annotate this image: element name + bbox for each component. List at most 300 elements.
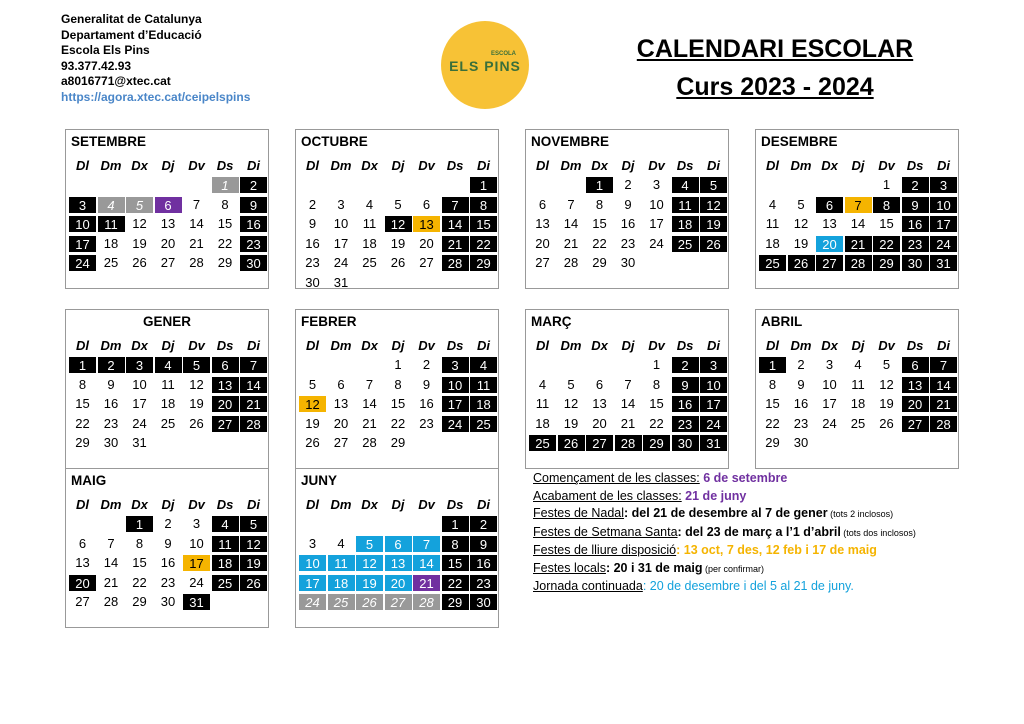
day-cell: 1 <box>882 177 891 192</box>
month-novembre <box>525 129 729 289</box>
weekday-header: Dv <box>648 158 665 173</box>
day-cell: 27 <box>535 255 550 270</box>
day-cell: 20 <box>419 235 434 251</box>
day-cell: 4 <box>365 196 374 212</box>
day-cell: 23 <box>160 574 176 590</box>
day-cell: 30 <box>305 274 320 290</box>
day-cell: 25 <box>758 254 787 272</box>
legend-value: : 13 oct, 7 des, 12 feb i 17 de maig <box>676 543 877 557</box>
legend-value: : 20 i 31 de maig <box>605 560 703 575</box>
day-cell: 2 <box>624 177 632 192</box>
weekday-header: Dv <box>188 497 205 512</box>
legend-item <box>533 578 973 596</box>
day-cell: 11 <box>211 535 240 553</box>
day-cell: 11 <box>535 396 550 411</box>
day-cell: 27 <box>160 255 176 270</box>
weekday-header: Dx <box>361 497 378 512</box>
day-cell: 26 <box>557 434 586 452</box>
day-cell: 29 <box>765 435 780 450</box>
day-cell: 14 <box>239 376 268 394</box>
day-cell: 8 <box>469 196 498 214</box>
day-cell: 5 <box>567 376 575 392</box>
day-cell: 7 <box>192 196 201 212</box>
day-cell: 15 <box>75 396 90 411</box>
month-name: JUNY <box>301 473 338 488</box>
weekday-header: Dv <box>418 497 435 512</box>
day-cell: 3 <box>192 516 201 531</box>
day-cell: 28 <box>844 254 873 272</box>
day-cell: 30 <box>671 434 700 452</box>
weekday-header: Dx <box>821 338 838 353</box>
day-cell: 16 <box>671 395 700 413</box>
weekday-header: Dv <box>418 158 435 173</box>
weekday-header: Dj <box>161 338 175 353</box>
day-cell: 1 <box>211 176 240 194</box>
day-cell: 30 <box>901 254 930 272</box>
day-cell: 10 <box>298 554 327 572</box>
day-cell: 6 <box>538 196 547 212</box>
weekday-header: Di <box>937 158 950 173</box>
weekday-header: Dj <box>391 497 405 512</box>
weekday-header: Di <box>247 158 260 173</box>
day-cell: 16 <box>419 396 434 411</box>
day-cell: 22 <box>765 415 780 431</box>
day-cell: 25 <box>211 574 240 592</box>
day-cell: 15 <box>132 555 147 570</box>
day-cell: 23 <box>793 415 809 431</box>
day-cell: 5 <box>239 515 268 533</box>
weekday-header: Dl <box>306 338 319 353</box>
day-cell: 22 <box>132 574 147 590</box>
day-cell: 19 <box>699 215 728 233</box>
day-cell: 22 <box>217 235 233 251</box>
weekday-header: Dm <box>100 158 122 173</box>
month-name: MAIG <box>71 473 107 488</box>
day-cell: 31 <box>333 274 349 290</box>
weekday-header: Ds <box>446 158 464 173</box>
day-cell: 14 <box>412 554 441 572</box>
month-setembre <box>65 129 269 289</box>
day-cell: 5 <box>182 356 211 374</box>
day-cell: 21 <box>620 415 636 431</box>
day-cell: 29 <box>441 593 470 611</box>
legend-item <box>533 524 973 543</box>
weekday-header: Dv <box>878 158 895 173</box>
day-cell: 18 <box>850 396 866 411</box>
day-cell: 25 <box>362 255 377 270</box>
day-cell: 19 <box>189 396 204 411</box>
day-cell: 6 <box>422 196 431 212</box>
day-cell: 27 <box>419 255 434 270</box>
day-cell: 19 <box>305 415 320 431</box>
day-cell: 20 <box>901 395 930 413</box>
day-cell: 21 <box>362 415 377 431</box>
calendar-legend <box>533 470 973 596</box>
day-cell: 2 <box>671 356 700 374</box>
day-cell: 20 <box>333 415 349 431</box>
day-cell: 24 <box>333 255 349 270</box>
day-cell: 6 <box>211 356 240 374</box>
day-cell: 19 <box>563 415 579 431</box>
day-cell: 5 <box>699 176 728 194</box>
legend-value: 21 de juny <box>681 488 747 503</box>
day-cell: 6 <box>337 376 345 392</box>
weekday-header: Dm <box>330 158 352 173</box>
day-cell: 30 <box>469 593 498 611</box>
day-cell: 29 <box>217 255 233 270</box>
weekday-header: Dj <box>161 497 175 512</box>
day-cell: 11 <box>97 215 126 233</box>
weekday-header: Ds <box>216 338 234 353</box>
school-info <box>61 12 250 105</box>
day-cell: 10 <box>699 376 728 394</box>
page-subtitle: Curs 2023 - 2024 <box>676 73 874 101</box>
legend-value: : 20 de desembre i del 5 al 21 de juny. <box>642 579 854 593</box>
weekday-header: Dl <box>306 497 319 512</box>
weekday-header: Di <box>707 338 720 353</box>
month-octubre <box>295 129 499 289</box>
day-cell: 19 <box>355 574 384 592</box>
day-cell: 13 <box>160 216 176 231</box>
day-cell: 8 <box>221 196 229 212</box>
day-cell: 24 <box>441 415 470 433</box>
day-cell: 13 <box>822 216 837 231</box>
day-cell: 27 <box>333 435 349 450</box>
day-cell: 3 <box>68 196 97 214</box>
day-cell: 12 <box>563 396 579 411</box>
day-cell: 2 <box>469 515 498 533</box>
school-line-generalitat: Generalitat de Catalunya <box>61 12 202 26</box>
school-line-department: Departament d’Educació <box>61 27 202 42</box>
weekday-header: Dv <box>878 338 895 353</box>
day-cell: 25 <box>160 415 176 431</box>
day-cell: 20 <box>592 415 607 431</box>
day-cell: 29 <box>642 434 671 452</box>
day-cell: 4 <box>211 515 240 533</box>
day-cell: 1 <box>394 357 402 372</box>
day-cell: 8 <box>872 196 901 214</box>
day-cell: 31 <box>132 435 147 450</box>
day-cell: 17 <box>182 554 211 572</box>
day-cell: 30 <box>620 255 636 270</box>
day-cell: 8 <box>652 376 661 392</box>
day-cell: 13 <box>75 555 90 570</box>
weekday-header: Dj <box>161 158 175 173</box>
day-cell: 9 <box>239 196 268 214</box>
day-cell: 25 <box>469 415 498 433</box>
day-cell: 15 <box>765 396 780 411</box>
day-cell: 6 <box>78 535 87 551</box>
day-cell: 1 <box>469 176 498 194</box>
day-cell: 23 <box>103 415 119 431</box>
school-email[interactable]: a8016771@xtec.cat <box>61 74 171 88</box>
day-cell: 10 <box>333 216 349 231</box>
weekday-header: Dj <box>621 158 635 173</box>
day-cell: 22 <box>441 574 470 592</box>
day-cell: 11 <box>671 196 700 214</box>
legend-note: (tots dos inclosos) <box>840 527 916 538</box>
day-cell: 11 <box>851 376 865 392</box>
day-cell: 27 <box>384 593 413 611</box>
day-cell: 20 <box>535 235 550 251</box>
day-cell: 26 <box>305 435 320 450</box>
day-cell: 17 <box>132 396 147 411</box>
day-cell: 11 <box>362 216 377 231</box>
day-cell: 18 <box>160 396 176 411</box>
day-cell: 25 <box>327 593 356 611</box>
day-cell: 10 <box>441 376 470 394</box>
weekday-header: Dv <box>188 338 205 353</box>
day-cell: 26 <box>390 255 406 270</box>
day-cell: 1 <box>68 356 97 374</box>
day-cell: 28 <box>614 434 643 452</box>
weekday-header: Dj <box>621 338 635 353</box>
day-cell: 18 <box>535 415 550 431</box>
day-cell: 12 <box>699 196 728 214</box>
legend-item <box>533 560 973 579</box>
day-cell: 24 <box>68 254 97 272</box>
day-cell: 2 <box>901 176 930 194</box>
weekday-header: Dj <box>851 158 865 173</box>
day-cell: 9 <box>901 196 930 214</box>
day-cell: 28 <box>441 254 470 272</box>
day-cell: 3 <box>125 356 154 374</box>
day-cell: 23 <box>419 415 434 431</box>
day-cell: 26 <box>699 235 728 253</box>
day-cell: 29 <box>75 435 90 450</box>
day-cell: 28 <box>189 255 204 270</box>
day-cell: 25 <box>671 235 700 253</box>
day-cell: 4 <box>469 356 498 374</box>
day-cell: 17 <box>649 216 664 231</box>
day-cell: 12 <box>298 395 327 413</box>
month-maig <box>65 468 269 628</box>
day-cell: 16 <box>239 215 268 233</box>
day-cell: 11 <box>327 554 356 572</box>
day-cell: 19 <box>879 396 894 411</box>
day-cell: 5 <box>797 196 805 212</box>
day-cell: 23 <box>469 574 498 592</box>
day-cell: 27 <box>815 254 844 272</box>
day-cell: 2 <box>164 516 172 531</box>
day-cell: 13 <box>384 554 413 572</box>
day-cell: 12 <box>132 216 147 231</box>
day-cell: 10 <box>68 215 97 233</box>
weekday-header: Dm <box>560 158 582 173</box>
weekday-header: Di <box>707 158 720 173</box>
day-cell: 4 <box>337 535 345 551</box>
day-cell: 6 <box>595 376 604 392</box>
weekday-header: Ds <box>216 158 234 173</box>
weekday-header: Di <box>937 338 950 353</box>
day-cell: 19 <box>390 235 406 251</box>
day-cell: 10 <box>132 376 147 392</box>
day-cell: 24 <box>649 235 664 251</box>
weekday-header: Ds <box>676 158 694 173</box>
day-cell: 13 <box>592 396 607 411</box>
day-cell: 30 <box>103 435 119 450</box>
day-cell: 14 <box>620 396 636 411</box>
day-cell: 8 <box>394 376 402 392</box>
legend-key: Festes locals <box>533 560 606 575</box>
legend-value: : del 23 de març a l’1 d’abril <box>677 524 841 539</box>
day-cell: 13 <box>333 396 349 411</box>
weekday-header: Dl <box>76 338 89 353</box>
day-cell: 22 <box>592 235 607 251</box>
day-cell: 22 <box>390 415 406 431</box>
school-phone: 93.377.42.93 <box>61 58 132 73</box>
day-cell: 31 <box>182 593 211 611</box>
day-cell: 8 <box>768 376 777 392</box>
day-cell: 31 <box>929 254 958 272</box>
month-desembre <box>755 129 959 289</box>
day-cell: 7 <box>929 356 958 374</box>
day-cell: 1 <box>585 176 614 194</box>
day-cell: 13 <box>412 215 441 233</box>
weekday-header: Dj <box>391 158 405 173</box>
day-cell: 30 <box>793 435 809 450</box>
day-cell: 21 <box>563 235 579 251</box>
day-cell: 15 <box>441 554 470 572</box>
logo-text: ELS PINS <box>449 58 521 74</box>
weekday-header: Dx <box>821 158 838 173</box>
day-cell: 6 <box>815 196 844 214</box>
day-cell: 18 <box>327 574 356 592</box>
month-març <box>525 309 729 469</box>
weekday-header: Dl <box>766 158 779 173</box>
weekday-header: Ds <box>216 497 234 512</box>
day-cell: 14 <box>189 216 204 231</box>
weekday-header: Di <box>247 338 260 353</box>
day-cell: 14 <box>362 396 377 411</box>
day-cell: 10 <box>189 535 204 551</box>
day-cell: 23 <box>671 415 700 433</box>
day-cell: 3 <box>699 356 728 374</box>
month-gener <box>65 309 269 469</box>
day-cell: 3 <box>441 356 470 374</box>
month-juny <box>295 468 499 628</box>
day-cell: 9 <box>308 216 317 231</box>
weekday-header: Di <box>477 497 490 512</box>
day-cell: 19 <box>239 554 268 572</box>
legend-note: (per confirmar) <box>702 563 765 574</box>
school-logo <box>441 21 529 109</box>
day-cell: 26 <box>189 415 204 431</box>
logo-subtext: ESCOLA <box>490 51 516 57</box>
day-cell: 13 <box>901 376 930 394</box>
day-cell: 30 <box>160 594 176 609</box>
page-title: CALENDARI ESCOLAR <box>636 35 914 63</box>
day-cell: 4 <box>97 196 126 214</box>
day-cell: 7 <box>365 376 374 392</box>
weekday-header: Di <box>477 338 490 353</box>
day-cell: 6 <box>154 196 183 214</box>
day-cell: 10 <box>929 196 958 214</box>
day-cell: 29 <box>469 254 498 272</box>
month-name: FEBRER <box>301 314 357 329</box>
day-cell: 12 <box>355 554 384 572</box>
day-cell: 28 <box>412 593 441 611</box>
weekday-header: Dl <box>536 158 549 173</box>
day-cell: 9 <box>671 376 700 394</box>
legend-item <box>533 542 973 560</box>
day-cell: 24 <box>132 415 147 431</box>
day-cell: 12 <box>384 215 413 233</box>
day-cell: 13 <box>211 376 240 394</box>
day-cell: 18 <box>211 554 240 572</box>
weekday-header: Ds <box>446 338 464 353</box>
day-cell: 20 <box>384 574 413 592</box>
weekday-header: Dm <box>790 338 812 353</box>
month-name: GENER <box>142 314 191 329</box>
day-cell: 7 <box>441 196 470 214</box>
legend-key: Festes de lliure disposició <box>533 543 677 557</box>
day-cell: 27 <box>75 594 90 609</box>
day-cell: 21 <box>239 395 268 413</box>
day-cell: 10 <box>649 196 664 212</box>
day-cell: 3 <box>929 176 958 194</box>
day-cell: 13 <box>535 216 550 231</box>
weekday-header: Dm <box>560 338 582 353</box>
month-name: ABRIL <box>761 314 803 329</box>
day-cell: 16 <box>901 215 930 233</box>
day-cell: 22 <box>649 415 664 431</box>
day-cell: 20 <box>815 235 844 253</box>
school-name: Escola Els Pins <box>61 43 150 57</box>
legend-note: (tots 2 inclosos) <box>827 509 894 519</box>
legend-key: Començament de les classes: <box>533 471 700 485</box>
day-cell: 16 <box>160 555 176 570</box>
day-cell: 3 <box>825 357 834 372</box>
day-cell: 21 <box>844 235 873 253</box>
day-cell: 5 <box>308 376 317 392</box>
day-cell: 24 <box>189 574 204 590</box>
day-cell: 26 <box>355 593 384 611</box>
day-cell: 5 <box>882 357 891 372</box>
school-url[interactable]: https://agora.xtec.cat/ceipelspins <box>61 89 251 104</box>
day-cell: 4 <box>671 176 700 194</box>
day-cell: 16 <box>793 396 809 411</box>
day-cell: 20 <box>68 574 97 592</box>
weekday-header: Dm <box>100 338 122 353</box>
month-febrer <box>295 309 499 469</box>
weekday-header: Ds <box>446 497 464 512</box>
day-cell: 4 <box>768 196 777 212</box>
day-cell: 20 <box>211 395 240 413</box>
day-cell: 7 <box>239 356 268 374</box>
day-cell: 22 <box>469 235 498 253</box>
day-cell: 2 <box>797 357 805 372</box>
weekday-header: Dv <box>188 158 205 173</box>
day-cell: 17 <box>68 235 97 253</box>
day-cell: 28 <box>103 594 119 609</box>
day-cell: 9 <box>164 535 172 551</box>
day-cell: 18 <box>103 235 119 251</box>
day-cell: 7 <box>412 535 441 553</box>
day-cell: 24 <box>699 415 728 433</box>
day-cell: 24 <box>298 593 327 611</box>
day-cell: 8 <box>595 196 604 212</box>
day-cell: 17 <box>441 395 470 413</box>
day-cell: 23 <box>901 235 930 253</box>
day-cell: 23 <box>239 235 268 253</box>
legend-key: Festes de Nadal <box>533 506 625 520</box>
weekday-header: Dl <box>76 158 89 173</box>
day-cell: 29 <box>872 254 901 272</box>
weekday-header: Dx <box>591 158 608 173</box>
day-cell: 17 <box>822 396 837 411</box>
day-cell: 14 <box>441 215 470 233</box>
